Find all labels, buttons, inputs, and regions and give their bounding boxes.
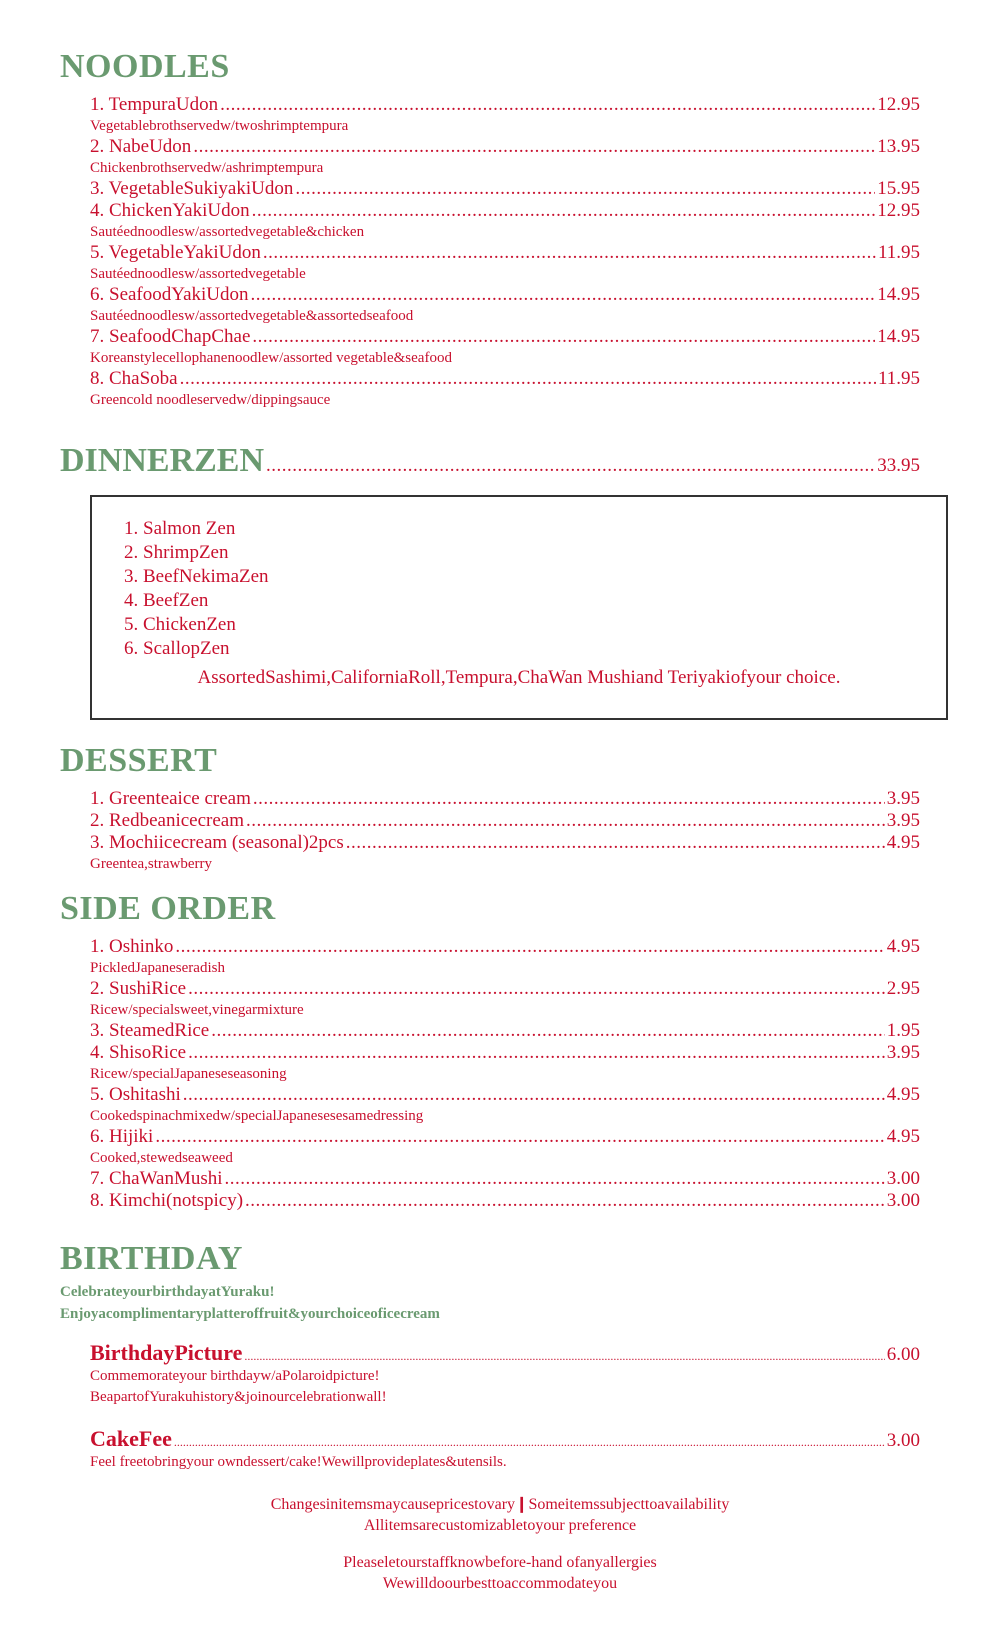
menu-item-description: Vegetablebrothservedw/twoshrimptempura (90, 118, 349, 134)
menu-item-description: Sautéednoodlesw/assortedvegetable&chicken (90, 224, 365, 240)
menu-item-row (90, 936, 920, 958)
birthday-picture-price: 6.00 (886, 1344, 920, 1365)
leader-dots (263, 242, 876, 264)
menu-item-row (90, 368, 920, 390)
menu-item (90, 978, 920, 1020)
leader-dots (246, 810, 885, 832)
leader-dots (180, 368, 876, 390)
menu-item (90, 1126, 920, 1168)
leader-dots (220, 94, 875, 116)
birthday-subtitle: Enjoyacomplimentaryplatteroffruit&yourchoiceoficecream (60, 1306, 440, 1322)
menu-item (90, 94, 920, 136)
cake-fee-row (90, 1426, 920, 1452)
menu-item-name: 7. SeafoodChapChae (90, 326, 251, 347)
menu-item-description: Cooked,stewedseaweed (90, 1150, 233, 1166)
menu-item-price: 3.95 (886, 1042, 920, 1063)
leader-dots (188, 978, 885, 1000)
menu-item (90, 1084, 920, 1126)
zen-item: 4. BeefZen (124, 590, 209, 611)
menu-item-row (90, 284, 920, 306)
menu-item-row (90, 978, 920, 1000)
cake-fee-item (90, 1426, 920, 1473)
birthday-picture-item (90, 1340, 920, 1408)
menu-item-price: 3.00 (886, 1168, 920, 1189)
menu-item (90, 284, 920, 326)
menu-item-row (90, 242, 920, 264)
zen-item: 1. Salmon Zen (124, 518, 236, 539)
leader-dots (155, 1126, 884, 1148)
menu-item-row (90, 1020, 920, 1042)
leader-dots (252, 200, 876, 222)
footer-line: Allitemsarecustomizabletoyour preference (363, 1517, 637, 1534)
side-order-title: SIDE ORDER (60, 890, 276, 927)
birthday-picture-desc: BeapartofYurakuhistory&joinourcelebrationwall! (90, 1389, 387, 1405)
leader-dots (253, 788, 885, 810)
menu-item-price: 1.95 (886, 1020, 920, 1041)
leader-dots (211, 1020, 885, 1042)
zen-item: 2. ShrimpZen (124, 542, 229, 563)
menu-item-name: 8. Kimchi(notspicy) (90, 1190, 244, 1211)
menu-item-name: 4. ShisoRice (90, 1042, 187, 1063)
dessert-list (90, 788, 920, 874)
birthday-subtitle: CelebrateyourbirthdayatYuraku! (60, 1284, 275, 1300)
menu-item-row (90, 1190, 920, 1212)
menu-item-name: 6. Hijiki (90, 1126, 154, 1147)
birthday-picture-desc: Commemorateyour birthdayw/aPolaroidpicture! (90, 1368, 380, 1384)
menu-item-description: Sautéednoodlesw/assortedvegetable (90, 266, 306, 282)
dinner-zen-note: AssortedSashimi,CaliforniaRoll,Tempura,ChaWan Mushiand Teriyakiofyour choice. (197, 667, 841, 688)
dinner-zen-list (124, 517, 269, 661)
footer-line: Changesinitemsmaycausepricestovary❙Someitemssubjecttoavailability (270, 1496, 730, 1513)
menu-item-name: 5. Oshitashi (90, 1084, 181, 1105)
birthday-picture-row (90, 1340, 920, 1366)
menu-item-price: 11.95 (877, 242, 920, 263)
menu-item-price: 12.95 (877, 200, 920, 221)
footer-line: Pleaseletourstaffknowbefore-hand ofanyallergies (343, 1554, 657, 1571)
menu-item-name: 1. Oshinko (90, 936, 174, 957)
noodles-title: NOODLES (60, 48, 230, 85)
leader-dots (188, 1042, 885, 1064)
menu-item (90, 326, 920, 368)
dinner-zen-box (90, 495, 948, 720)
menu-item-price: 4.95 (886, 1084, 920, 1105)
leader-dots (295, 178, 875, 200)
menu-item (90, 200, 920, 242)
zen-item: 6. ScallopZen (124, 638, 230, 659)
menu-item-name: 2. SushiRice (90, 978, 187, 999)
menu-item (90, 1168, 920, 1190)
menu-item-description: Greencold noodleservedw/dippingsauce (90, 392, 331, 408)
leader-dots (346, 832, 885, 854)
menu-item-row (90, 1126, 920, 1148)
leader-dots (183, 1084, 885, 1106)
menu-item-name: 1. Greenteaice cream (90, 788, 251, 809)
menu-item-name: 3. SteamedRice (90, 1020, 210, 1041)
menu-item-description: Ricew/specialJapaneseseasoning (90, 1066, 287, 1082)
menu-item-row (90, 1042, 920, 1064)
menu-item-price: 3.95 (886, 788, 920, 809)
menu-item-name: 1. TempuraUdon (90, 94, 219, 115)
menu-item-price: 4.95 (886, 1126, 920, 1147)
menu-item-price: 12.95 (877, 94, 920, 115)
menu-item-price: 4.95 (886, 936, 920, 957)
menu-item-description: Sautéednoodlesw/assortedvegetable&assortedseafood (90, 308, 414, 324)
noodles-list (90, 94, 920, 410)
menu-item (90, 1020, 920, 1042)
menu-item-price: 2.95 (886, 978, 920, 999)
menu-item-row (90, 810, 920, 832)
menu-item-name: 3. Mochiicecream (seasonal)2pcs (90, 832, 344, 853)
menu-item-row (90, 1084, 920, 1106)
menu-item (90, 178, 920, 200)
menu-item-name: 2. Redbeanicecream (90, 810, 245, 831)
menu-item-price: 15.95 (877, 178, 920, 199)
menu-item-name: 3. VegetableSukiyakiUdon (90, 178, 294, 199)
leader-dots (245, 1190, 885, 1212)
dessert-title: DESSERT (60, 742, 218, 779)
menu-item (90, 810, 920, 832)
leader-dots (174, 1433, 885, 1451)
cake-fee-price: 3.00 (886, 1430, 920, 1451)
birthday-title: BIRTHDAY (60, 1240, 243, 1277)
leader-dots (251, 284, 876, 306)
zen-item: 5. ChickenZen (124, 614, 236, 635)
menu-item-description: PickledJapaneseradish (90, 960, 225, 976)
menu-item (90, 788, 920, 810)
menu-item-description: Greentea,strawberry (90, 856, 213, 872)
menu-item (90, 832, 920, 874)
leader-dots (193, 136, 875, 158)
menu-item (90, 368, 920, 410)
dinner-zen-price: 33.95 (877, 455, 920, 476)
menu-item-price: 14.95 (877, 284, 920, 305)
menu-item-row (90, 788, 920, 810)
menu-item-description: Chickenbrothservedw/ashrimptempura (90, 160, 324, 176)
menu-item (90, 936, 920, 978)
dinner-zen-title: DINNERZEN (60, 442, 265, 479)
menu-item (90, 1042, 920, 1084)
leader-dots (252, 326, 875, 348)
menu-item-name: 4. ChickenYakiUdon (90, 200, 250, 221)
dinner-zen-header (60, 442, 920, 480)
cake-fee-name: CakeFee (90, 1426, 172, 1451)
menu-item-name: 8. ChaSoba (90, 368, 178, 389)
menu-item-name: 5. VegetableYakiUdon (90, 242, 261, 263)
menu-item-row (90, 326, 920, 348)
menu-item-description: Ricew/specialsweet,vinegarmixture (90, 1002, 304, 1018)
leader-dots (225, 1168, 885, 1190)
menu-item-price: 3.95 (886, 810, 920, 831)
menu-item-row (90, 136, 920, 158)
menu-item-name: 7. ChaWanMushi (90, 1168, 223, 1189)
menu-item-name: 2. NabeUdon (90, 136, 192, 157)
birthday-picture-name: BirthdayPicture (90, 1340, 243, 1365)
zen-item: 3. BeefNekimaZen (124, 566, 269, 587)
menu-item-price: 3.00 (886, 1190, 920, 1211)
cake-fee-desc: Feel freetobringyour owndessert/cake!Wewillprovideplates&utensils. (90, 1454, 507, 1470)
menu-item-description: Koreanstylecellophanenoodlew/assorted vegetable&seafood (90, 350, 452, 366)
side-order-list (90, 936, 920, 1212)
leader-dots (244, 1347, 884, 1365)
menu-item-price: 13.95 (877, 136, 920, 157)
menu-item-row (90, 178, 920, 200)
footer-line: Wewilldoourbesttoaccommodateyou (382, 1575, 618, 1592)
menu-item-description: Cookedspinachmixedw/specialJapanesesesamedressing (90, 1108, 424, 1124)
menu-item-price: 4.95 (886, 832, 920, 853)
menu-item (90, 136, 920, 178)
menu-item (90, 1190, 920, 1212)
menu-item-row (90, 94, 920, 116)
menu-item-name: 6. SeafoodYakiUdon (90, 284, 249, 305)
menu-item-price: 11.95 (877, 368, 920, 389)
menu-item-row (90, 1168, 920, 1190)
menu-item-row (90, 832, 920, 854)
menu-item-price: 14.95 (877, 326, 920, 347)
menu-item-row (90, 200, 920, 222)
leader-dots (175, 936, 884, 958)
leader-dots (266, 455, 875, 477)
menu-item (90, 242, 920, 284)
